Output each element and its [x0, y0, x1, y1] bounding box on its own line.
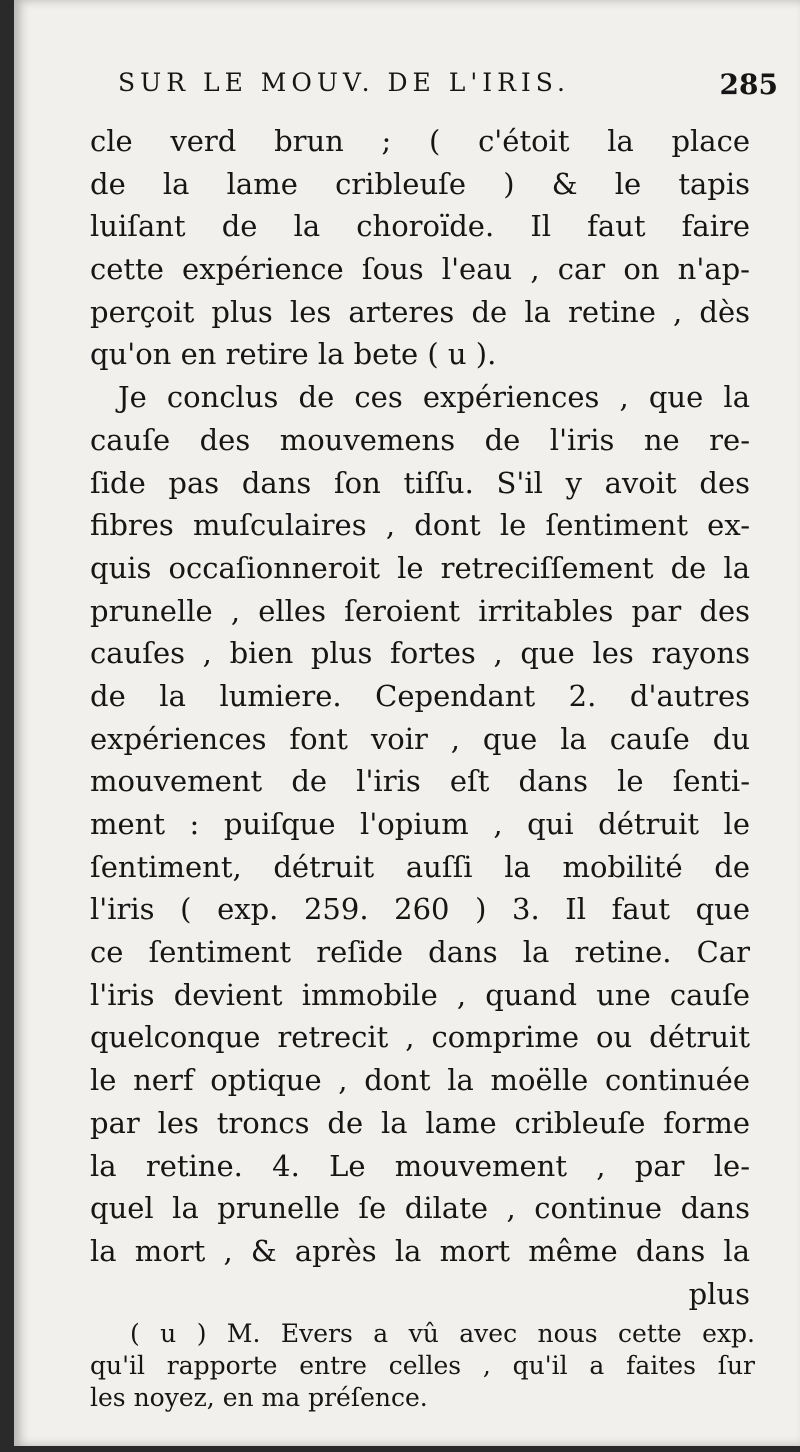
text-line: perçoit plus les arteres de la retine , dès [90, 294, 750, 329]
text-line: expériences font voir , que la cauſe du [90, 721, 750, 756]
text-line: ſentiment, détruit auſſi la mobilité de [90, 849, 750, 884]
text-line: mouvement de l'iris eſt dans le ſenti- [90, 764, 750, 799]
footnote-line: qu'il rapporte entre celles , qu'il a faites ſur [90, 1351, 755, 1380]
text-line: luiſant de la choroïde. Il faut faire [90, 209, 750, 244]
text-line: Je conclus de ces expériences , que la [118, 380, 750, 415]
footnote [90, 1318, 755, 1414]
page-number: 285 [719, 68, 778, 101]
text-line: la mort , & après la mort même dans la [90, 1233, 750, 1268]
text-line: ce ſentiment reſide dans la retine. Car [90, 935, 750, 970]
text-line: cauſes , bien plus fortes , que les rayons [90, 636, 750, 671]
text-line: la retine. 4. Le mouvement , par le- [90, 1148, 750, 1183]
text-line: par les troncs de la lame cribleuſe forme [90, 1105, 750, 1140]
text-line: l'iris devient immobile , quand une cauſe [90, 977, 750, 1012]
text-line: l'iris ( exp. 259. 260 ) 3. Il faut que [90, 892, 750, 927]
footnote-line: ( u ) M. Evers a vû avec nous cette exp. [130, 1319, 755, 1348]
text-line: quel la prunelle ſe dilate , continue dans [90, 1191, 750, 1226]
text-line: ment : puiſque l'opium , qui détruit le [90, 807, 750, 841]
text-line: de la lumiere. Cependant 2. d'autres [90, 678, 750, 713]
text-line: qu'on en retire la bete ( u ). [90, 337, 497, 372]
footnote-line: les noyez, en ma préſence. [90, 1383, 428, 1412]
text-line: cle verd brun ; ( c'étoit la place [90, 124, 750, 158]
running-title: SUR LE MOUV. DE L'IRIS. [118, 68, 570, 97]
text-line: prunelle , elles ſeroient irritables par des [90, 593, 750, 628]
running-header [118, 68, 778, 108]
text-line: cauſe des mouvemens de l'iris ne re- [90, 422, 750, 457]
text-line: ſide pas dans ſon tiſſu. S'il y avoit des [90, 465, 750, 500]
text-line: quelconque retrecit , comprime ou détruit [90, 1020, 750, 1055]
book-page [14, 0, 800, 1446]
body-text [90, 120, 750, 1315]
text-line: fibres muſculaires , dont le ſentiment ex- [90, 508, 750, 543]
text-line: quis occaſionneroit le retreciſſement de la [90, 550, 750, 585]
text-line: le nerf optique , dont la moëlle continuée [90, 1063, 750, 1098]
text-line: de la lame cribleuſe ) & le tapis [90, 166, 750, 201]
text-line: cette expérience ſous l'eau , car on n'ap- [90, 252, 750, 287]
catchword: plus [688, 1276, 750, 1311]
